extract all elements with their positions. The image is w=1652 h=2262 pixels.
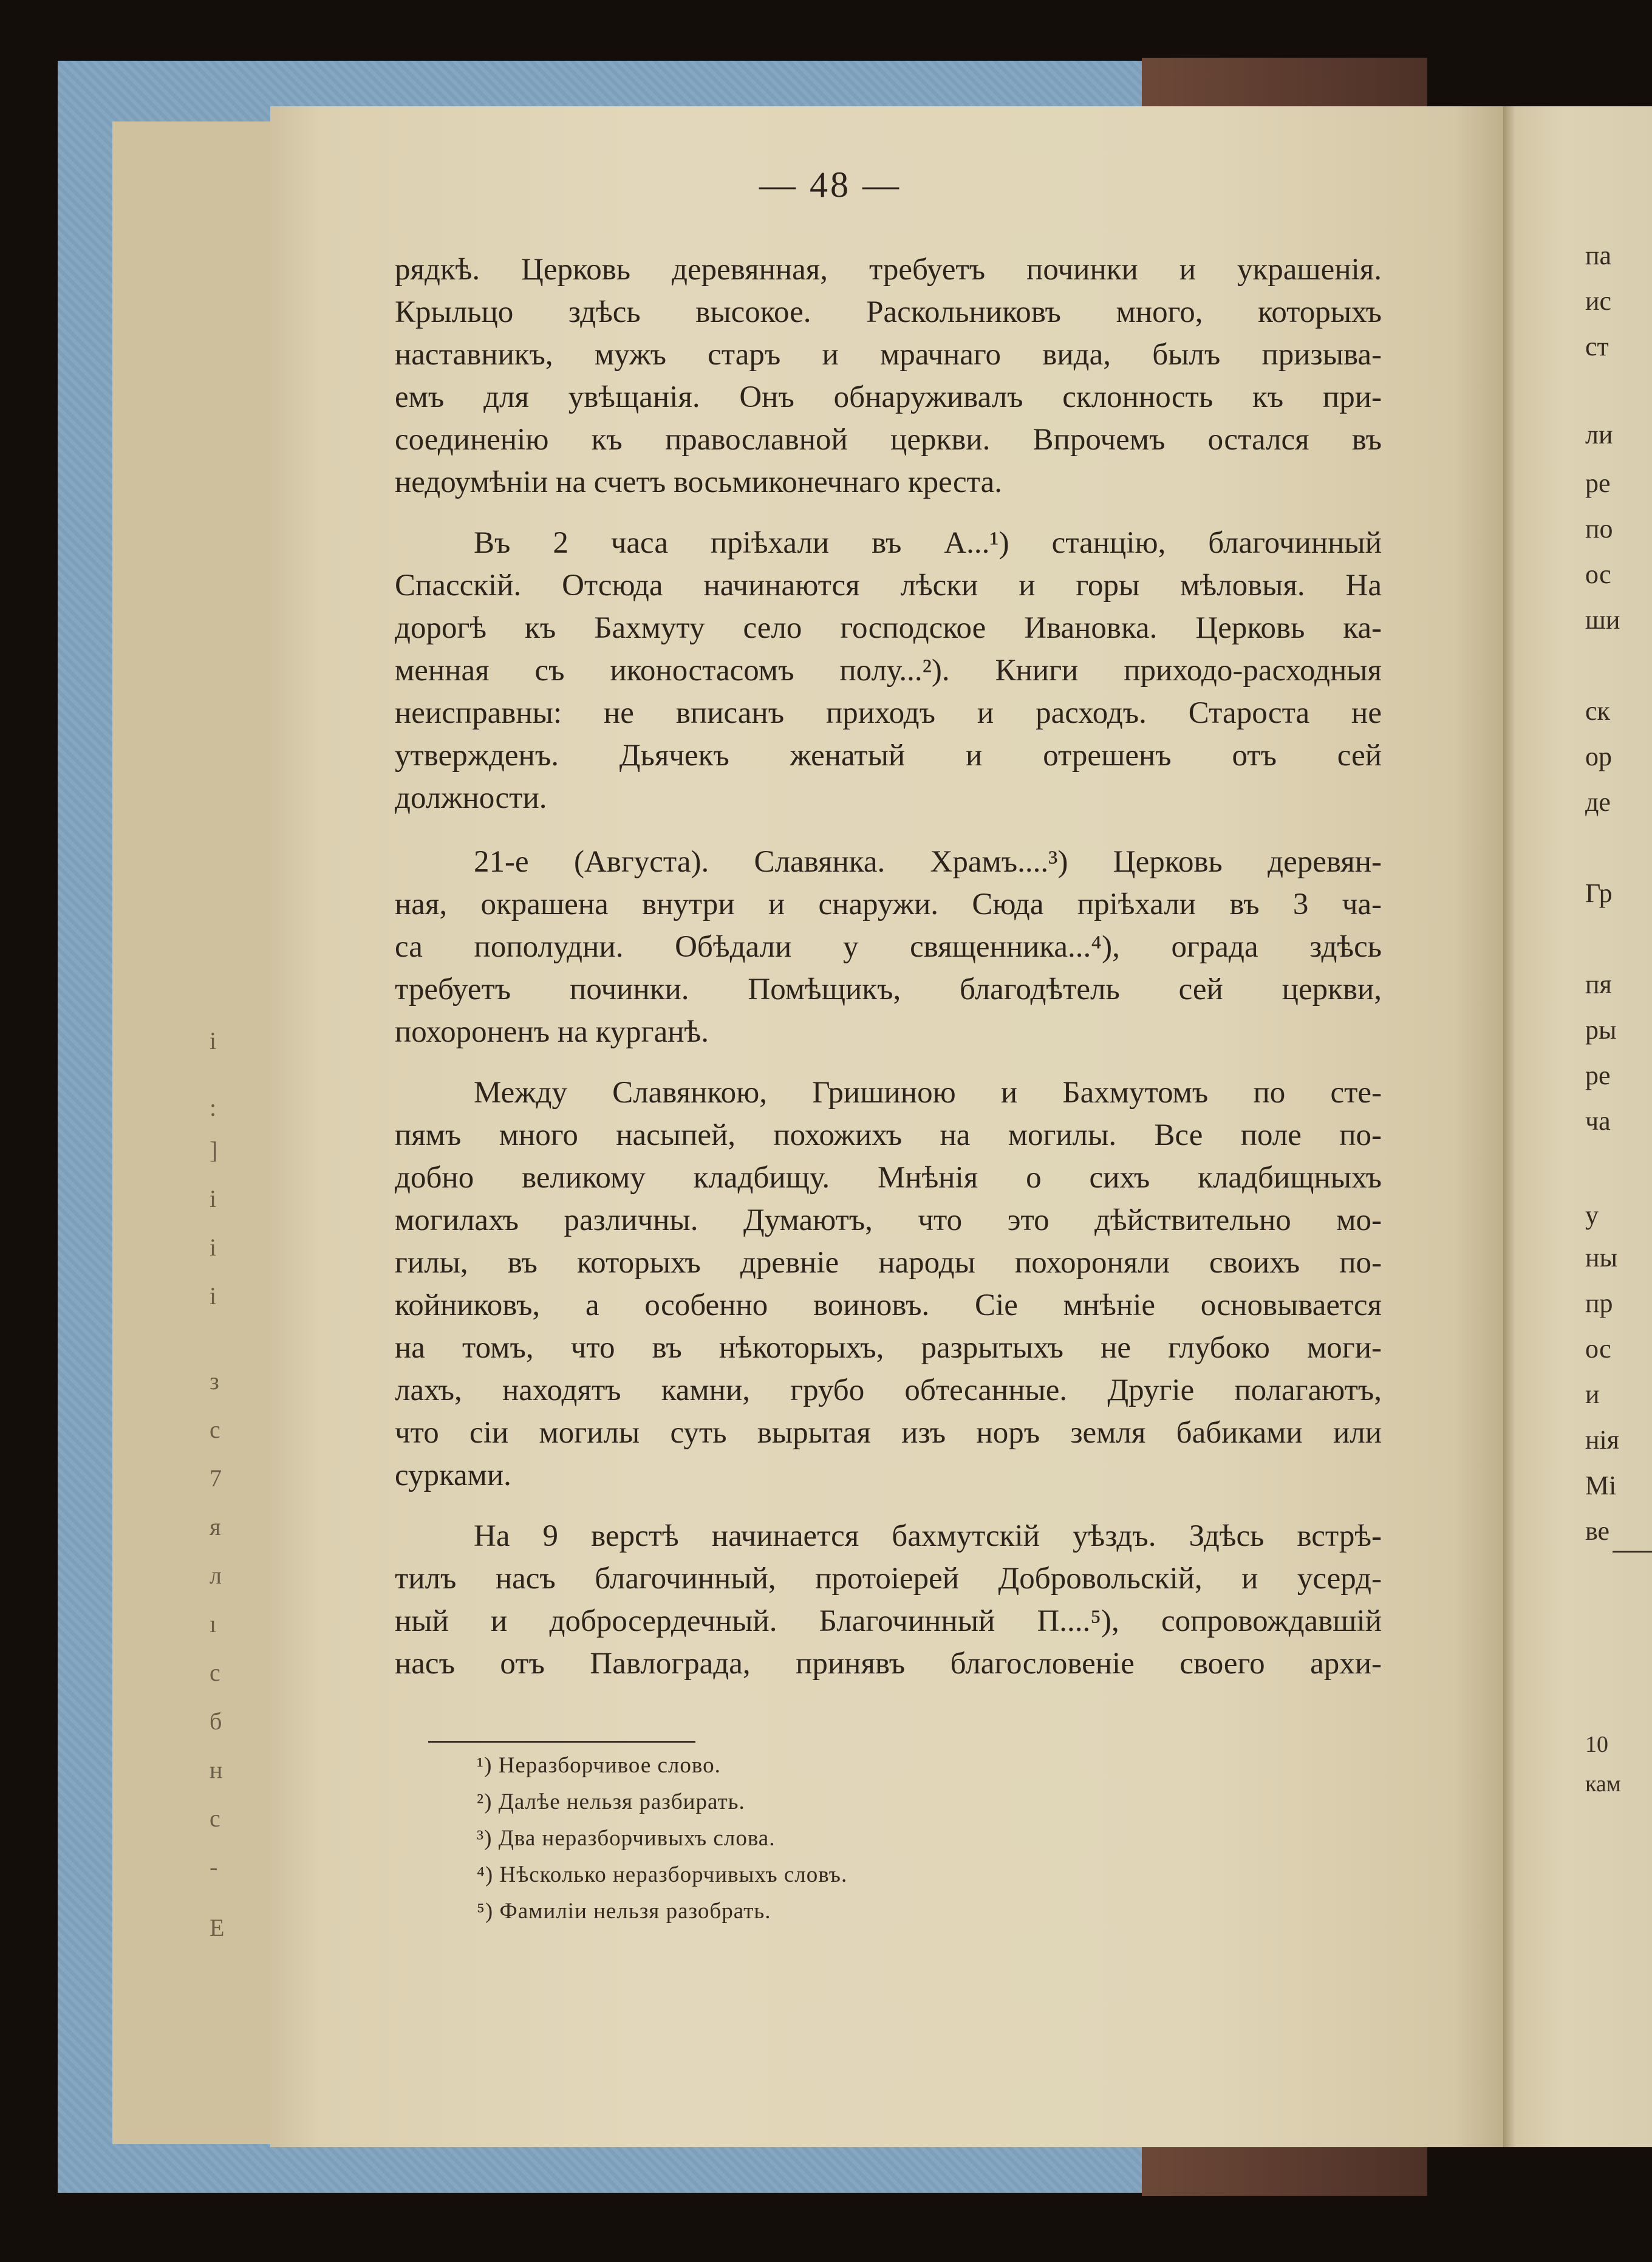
next-page-fragment: Гр <box>1585 878 1613 908</box>
next-page-fragment: ст <box>1585 332 1609 361</box>
next-page-fragment: нія <box>1585 1425 1620 1455</box>
text-line: менная съ иконостасомъ полу...²). Книги приходо-расходныя <box>395 654 1382 688</box>
page-number: — 48 — <box>759 165 901 205</box>
next-page-fragment: ре <box>1585 1061 1611 1090</box>
next-page-edge <box>1503 106 1652 2147</box>
footnote: ³) Два неразборчивыхъ слова. <box>477 1826 776 1851</box>
next-page-fragment: у <box>1585 1200 1599 1230</box>
left-page-mark: ] <box>210 1136 218 1164</box>
text-line: 21-е (Августа). Славянка. Храмъ....³) Церковь деревян- <box>474 845 1382 879</box>
next-page-fragment: де <box>1585 787 1611 817</box>
text-line: тилъ насъ благочинный, протоіерей Добровольскій, и усерд- <box>395 1562 1382 1596</box>
next-page-note-fragment: 10 <box>1585 1732 1608 1757</box>
left-page-mark: Е <box>210 1914 225 1941</box>
text-line: на томъ, что въ нѣкоторыхъ, разрытыхъ не глубоко моги- <box>395 1331 1382 1365</box>
text-line: Въ 2 часа пріѣхали въ А...¹) станцію, благочинный <box>474 526 1382 560</box>
footnote: ²) Далѣе нельзя разбирать. <box>477 1789 745 1814</box>
text-line: Между Славянкою, Гришиною и Бахмутомъ по сте- <box>474 1076 1382 1110</box>
left-page-mark: я <box>210 1513 221 1540</box>
next-page-fragment: ск <box>1585 696 1610 726</box>
next-page-fragment: ор <box>1585 742 1612 771</box>
text-line: гилы, въ которыхъ древніе народы похороняли своихъ по- <box>395 1246 1382 1280</box>
left-page-mark: с <box>210 1416 220 1443</box>
text-line: На 9 верстѣ начинается бахмутскій уѣздъ. Здѣсь встрѣ- <box>474 1519 1382 1553</box>
text-line: лахъ, находятъ камни, грубо обтесанные. Другіе полагаютъ, <box>395 1373 1382 1407</box>
footnote: ¹) Неразборчивое слово. <box>477 1753 721 1778</box>
left-page-mark: с <box>210 1659 220 1686</box>
text-line: недоумѣніи на счетъ восьмиконечнаго креста. <box>395 465 1002 499</box>
next-page-fragment: ис <box>1585 286 1612 316</box>
next-page-fragment: па <box>1585 241 1612 270</box>
text-line: что сіи могилы суть вырытая изъ норъ земля бабиками или <box>395 1416 1382 1450</box>
left-page-mark: ı <box>210 1610 217 1638</box>
text-line: ная, окрашена внутри и снаружи. Сюда пріѣхали въ 3 ча- <box>395 887 1382 921</box>
text-line: койниковъ, а особенно воиновъ. Сіе мнѣніе основывается <box>395 1288 1382 1322</box>
next-page-fragment: Мі <box>1585 1471 1617 1500</box>
text-line: Спасскій. Отсюда начинаются лѣски и горы мѣловыя. На <box>395 569 1382 603</box>
text-line: насъ отъ Павлограда, принявъ благословеніе своего архи- <box>395 1647 1382 1681</box>
next-page-fragment: ны <box>1585 1243 1618 1273</box>
text-line: соединенію къ православной церкви. Впрочемъ остался въ <box>395 423 1382 457</box>
next-page-fragment: ры <box>1585 1015 1617 1045</box>
left-page-mark: л <box>210 1562 222 1589</box>
next-page-rule <box>1613 1551 1652 1553</box>
text-line: требуетъ починки. Помѣщикъ, благодѣтель сей церкви, <box>395 972 1382 1006</box>
next-page-note-fragment: кам <box>1585 1771 1621 1797</box>
left-page-mark: с <box>210 1805 220 1832</box>
left-page-mark: - <box>210 1853 218 1881</box>
next-page-fragment: пр <box>1585 1288 1613 1318</box>
left-page-mark: і <box>210 1282 217 1310</box>
next-page-fragment: ос <box>1585 1334 1611 1364</box>
text-line: неисправны: не вписанъ приходъ и расходъ. Староста не <box>395 696 1382 730</box>
text-line: утвержденъ. Дьячекъ женатый и отрешенъ отъ сей <box>395 739 1382 773</box>
next-page-fragment: ши <box>1585 605 1620 635</box>
text-line: дорогѣ къ Бахмуту село господское Ивановка. Церковь ка- <box>395 611 1382 645</box>
text-line: пямъ много насыпей, похожихъ на могилы. Все поле по- <box>395 1118 1382 1152</box>
text-line: рядкѣ. Церковь деревянная, требуетъ починки и украшенія. <box>395 253 1382 287</box>
left-page-mark: і <box>210 1027 217 1054</box>
text-line: добно великому кладбищу. Мнѣнія о сихъ кладбищныхъ <box>395 1161 1382 1195</box>
footnote: ⁴) Нѣсколько неразборчивыхъ словъ. <box>477 1862 848 1887</box>
left-page-mark: : <box>210 1094 217 1121</box>
text-line: могилахъ различны. Думаютъ, что это дѣйствительно мо- <box>395 1203 1382 1237</box>
next-page-fragment: по <box>1585 514 1613 544</box>
left-page-mark: і <box>210 1234 217 1261</box>
text-line: похороненъ на курганѣ. <box>395 1015 709 1049</box>
text-line: са пополудни. Обѣдали у священника...⁴), ограда здѣсь <box>395 930 1382 964</box>
next-page-fragment: ос <box>1585 559 1611 589</box>
text-line: Крыльцо здѣсь высокое. Раскольниковъ много, которыхъ <box>395 295 1382 329</box>
next-page-fragment: ре <box>1585 468 1611 498</box>
footnote-separator <box>428 1741 695 1743</box>
text-line: сурками. <box>395 1458 511 1492</box>
next-page-fragment: ве <box>1585 1516 1610 1546</box>
left-page-mark: н <box>210 1756 223 1783</box>
next-page-fragment: пя <box>1585 969 1612 999</box>
footnote: ⁵) Фамиліи нельзя разобрать. <box>477 1899 771 1924</box>
left-page-mark: з <box>210 1367 219 1395</box>
left-page-mark: б <box>210 1707 222 1735</box>
left-page-mark: 7 <box>210 1464 222 1492</box>
text-line: емъ для увѣщанія. Онъ обнаруживалъ склонность къ при- <box>395 380 1382 414</box>
next-page-fragment: ли <box>1585 420 1613 449</box>
next-page-fragment: и <box>1585 1379 1600 1409</box>
text-line: наставникъ, мужъ старъ и мрачнаго вида, былъ призыва- <box>395 338 1382 372</box>
text-line: должности. <box>395 781 547 815</box>
next-page-fragment: ча <box>1585 1106 1611 1136</box>
text-line: ный и добросердечный. Благочинный П....⁵), сопровождавшій <box>395 1604 1382 1638</box>
previous-page-edge <box>112 121 296 2144</box>
left-page-mark: і <box>210 1185 217 1212</box>
